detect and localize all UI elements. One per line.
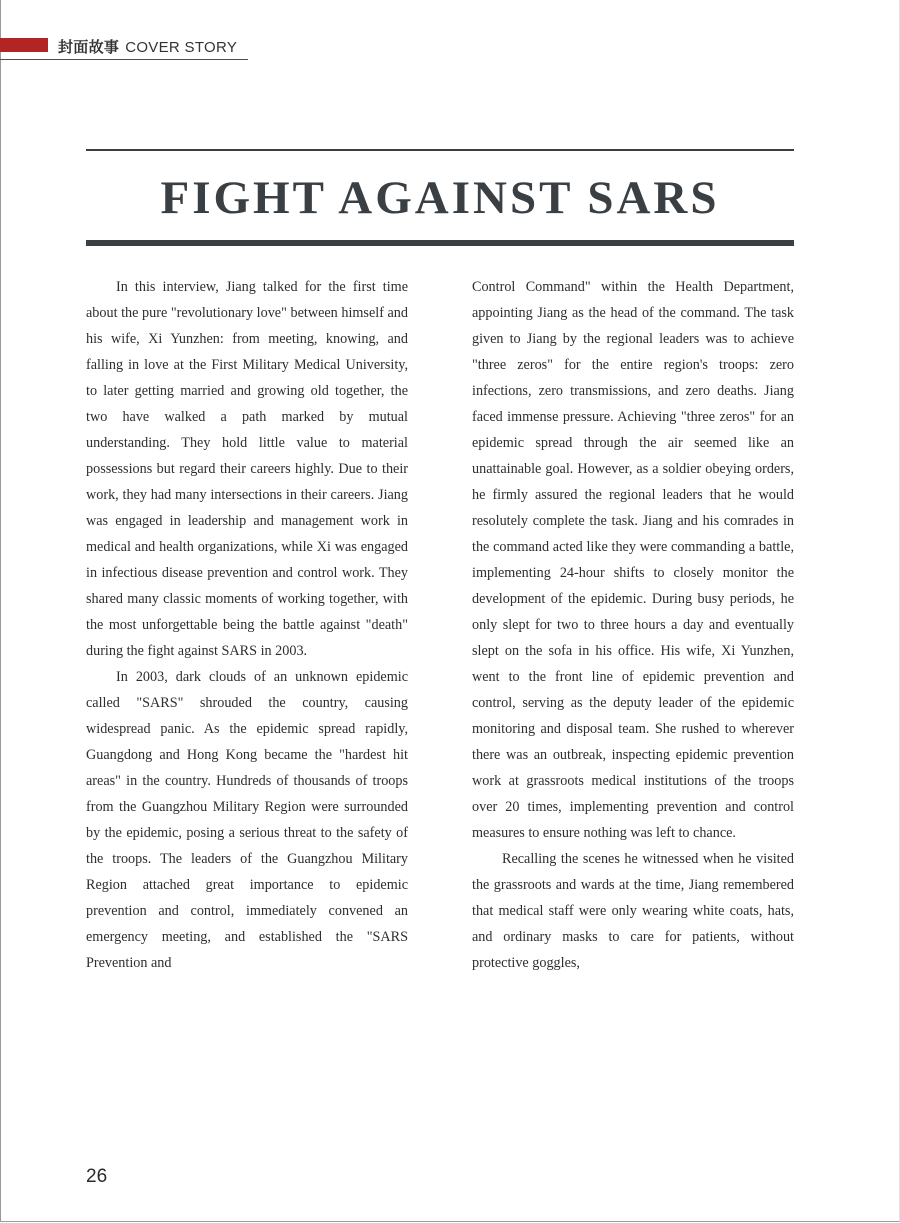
paragraph-continued: Control Command" within the Health Department, appointing Jiang as the head of the command. The task given to Jiang by the regional leaders was to achieve "three zeros" for the entire region's troops: zero infections, zero transmissions, and zero deaths. Jiang faced immense pressure. Achieving "three zeros" for an epidemic spread through the air seemed like an unattainable goal. However, as a soldier obeying orders, he firmly assured the regional leaders that he would resolutely complete the task. Jiang and his comrades in the command acted like they were commanding a battle, implementing 24-hour shifts to closely monitor the development of the epidemic. During busy periods, he only slept for two to three hours a day and eventually slept on the sofa in his office. His wife, Xi Yunzhen, went to the front line of epidemic prevention and control, serving as the deputy leader of the epidemic monitoring and disposal team. She rushed to wherever there was an outbreak, inspecting epidemic prevention work at grassroots medical institutions of the troops over 20 times, implementing prevention and control measures to ensure nothing was left to chance. <box>472 279 794 841</box>
title-rule-top <box>86 149 794 151</box>
paragraph: In this interview, Jiang talked for the first time about the pure "revolutionary love" between himself and his wife, Xi Yunzhen: from meeting, knowing, and falling in love at the First Military Medical University, to later getting married and growing old together, the two have walked a path marked by mutual understanding. They hold little value to material possessions but regard their careers highly. Due to their work, they had many intersections in their careers. Jiang was engaged in leadership and management work in medical and health organizations, while Xi was engaged in infectious disease prevention and control work. They shared many classic moments of working together, with the most unforgettable being the battle against "death" during the fight against SARS in 2003. <box>86 279 408 659</box>
title-rule-bottom <box>86 240 794 246</box>
page-number: 26 <box>86 1166 108 1187</box>
paragraph: Recalling the scenes he witnessed when he visited the grassroots and wards at the time, Jiang remembered that medical staff were only wearing white coats, hats, and ordinary masks to care for patients, without protective goggles, <box>472 851 794 971</box>
section-label-en: COVER STORY <box>125 39 238 56</box>
section-label-cn: 封面故事 <box>58 39 120 56</box>
section-header-underline <box>0 59 248 60</box>
right-column <box>472 274 794 976</box>
left-column <box>86 274 408 976</box>
section-header <box>58 36 237 57</box>
paragraph: In 2003, dark clouds of an unknown epidemic called "SARS" shrouded the country, causing widespread panic. As the epidemic spread rapidly, Guangdong and Hong Kong became the "hardest hit areas" in the country. Hundreds of thousands of troops from the Guangzhou Military Region were surrounded by the epidemic, posing a serious threat to the safety of the troops. The leaders of the Guangzhou Military Region attached great importance to epidemic prevention and control, immediately convened an emergency meeting, and established the "SARS Prevention and <box>86 669 408 971</box>
article-title: FIGHT AGAINST SARS <box>160 172 720 224</box>
section-color-bar <box>0 38 48 52</box>
